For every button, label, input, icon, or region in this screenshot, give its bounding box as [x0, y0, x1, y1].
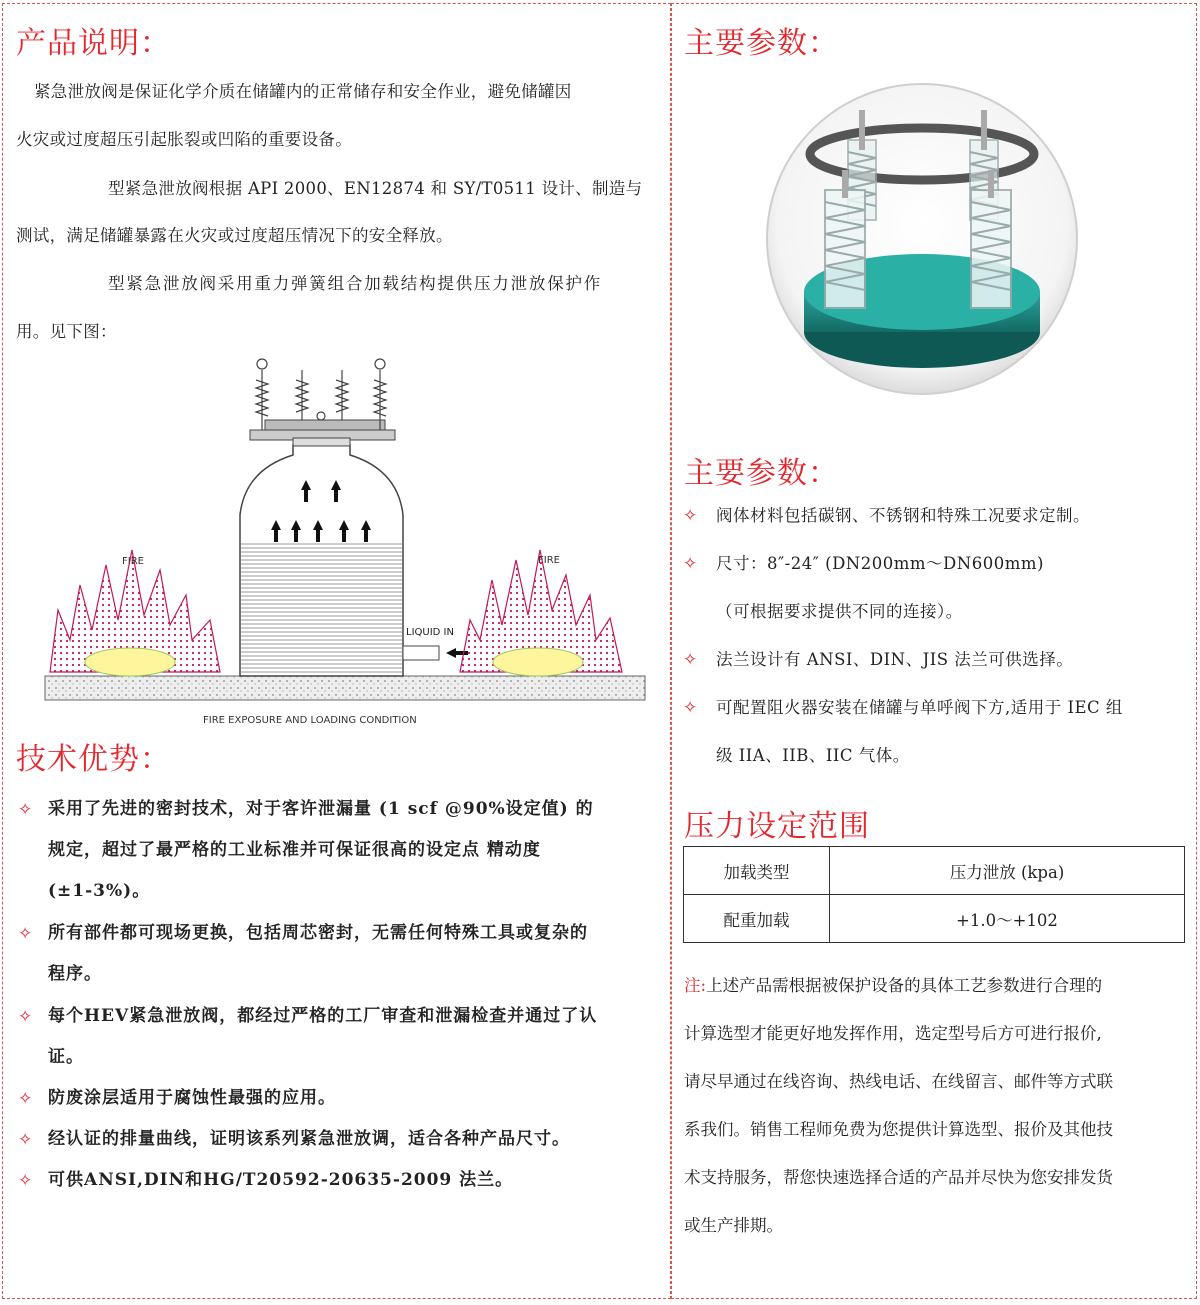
intro-line-1: 紧急泄放阀是保证化学介质在储罐内的正常储存和安全作业，避免储罐因 [34, 82, 572, 101]
fire-left [50, 550, 220, 676]
table-header-row [684, 847, 1185, 895]
table-header-cell: 加载类型 [684, 847, 830, 895]
note-line-3: 请尽早通过在线咨询、热线电话、在线留言、邮件等方式联 [684, 1072, 1113, 1091]
bullet-diamond-icon: ✧ [18, 1130, 33, 1150]
table-cell: +1.0～+102 [830, 895, 1185, 943]
bullet-diamond-icon: ✧ [18, 1171, 33, 1191]
param-4-line-1: 可配置阻火器安装在储罐与单呼阀下方,适用于 IEC 组 [716, 698, 1123, 717]
advantage-2-line-2: 程序。 [48, 964, 102, 984]
param-1-line-1: 阀体材料包括碳钢、不锈钢和特殊工况要求定制。 [716, 506, 1090, 525]
advantage-1-line-2: 规定，超过了最严格的工业标准并可保证很高的设定点 精动度 [48, 840, 541, 860]
intro-line-4: 测试，满足储罐暴露在火灾或过度超压情况下的安全释放。 [16, 226, 453, 245]
table-cell: 配重加载 [684, 895, 830, 943]
fire-right [460, 550, 622, 676]
spring-right-front [971, 190, 1011, 308]
fire-left-label: FIRE [122, 556, 144, 567]
advantage-item-5 [18, 1130, 658, 1160]
param-item-4 [683, 698, 1193, 780]
bullet-diamond-icon: ✧ [683, 506, 698, 526]
ground [45, 676, 645, 700]
valve-springs [256, 359, 386, 430]
param-2-line-2: （可根据要求提供不同的连接）。 [716, 602, 963, 621]
advantage-item-4 [18, 1089, 658, 1119]
fire-right-label: FIRE [538, 555, 560, 566]
bullet-diamond-icon: ✧ [683, 650, 698, 670]
liquid-inlet-pipe [403, 646, 439, 660]
bullet-diamond-icon: ✧ [683, 554, 698, 574]
advantage-item-3 [18, 1007, 658, 1078]
intro-line-3: 型紧急泄放阀根据 API 2000、EN12874 和 SY/T0511 设计、制造与 [108, 179, 643, 198]
note-line-4: 系我们。销售工程师免费为您提供计算选型、报价及其他技 [684, 1120, 1113, 1139]
bullet-diamond-icon: ✧ [18, 1007, 33, 1027]
bullet-diamond-icon: ✧ [18, 924, 33, 944]
param-2-line-1: 尺寸：8″-24″ (DN200mm～DN600mm) [716, 554, 1044, 573]
advantage-1-line-3: (±1-3%)。 [48, 881, 151, 901]
param-4-line-2: 级 IIA、IIB、IIC 气体。 [716, 746, 910, 765]
param-item-1 [683, 506, 1193, 540]
note-label: 注: [684, 976, 707, 995]
spring-left-front [825, 190, 865, 308]
advantage-item-1 [18, 800, 658, 912]
table-header-cell: 压力泄放 (kpa) [830, 847, 1185, 895]
param-item-3 [683, 650, 1193, 684]
advantage-3-line-1: 每个HEV紧急泄放阀，都经过严格的工厂审查和泄漏检查并通过了认 [48, 1006, 598, 1026]
tank-liquid [241, 542, 402, 675]
note-block [684, 962, 1190, 1250]
product-description-heading: 产品说明： [16, 26, 171, 61]
main-params-heading-1: 主要参数： [684, 26, 839, 61]
diagram-caption: FIRE EXPOSURE AND LOADING CONDITION [203, 715, 417, 726]
note-line-6: 或生产排期。 [684, 1216, 783, 1235]
valve-product-photo [765, 82, 1079, 396]
bullet-diamond-icon: ✧ [18, 1089, 33, 1109]
liquid-in-label: LIQUID IN [406, 627, 454, 638]
param-item-2 [683, 554, 1193, 636]
table-row [684, 895, 1185, 943]
intro-line-2: 火灾或过度超压引起胀裂或凹陷的重要设备。 [16, 130, 352, 149]
bullet-diamond-icon: ✧ [683, 698, 698, 718]
bullet-diamond-icon: ✧ [18, 800, 33, 820]
note-line-5: 术支持服务，帮您快速选择合适的产品并尽快为您安排发货 [684, 1168, 1113, 1187]
intro-line-5: 型紧急泄放阀采用重力弹簧组合加载结构提供压力泄放保护作 [108, 274, 603, 293]
note-line-2: 计算选型才能更好地发挥作用，选定型号后方可进行报价, [684, 1024, 1102, 1043]
advantage-1-line-1: 采用了先进的密封技术，对于客许泄漏量 (1 scf @90%设定值) 的 [48, 799, 594, 819]
advantages-heading: 技术优势： [16, 742, 171, 777]
note-line-1: 上述产品需根据被保护设备的具体工艺参数进行合理的 [706, 976, 1103, 995]
pressure-table [683, 846, 1185, 943]
pressure-range-heading: 压力设定范围 [684, 809, 870, 844]
main-params-heading-2: 主要参数： [684, 456, 839, 491]
fire-exposure-diagram [40, 350, 650, 730]
param-3-line-1: 法兰设计有 ANSI、DIN、JIS 法兰可供选择。 [716, 650, 1074, 669]
advantage-6-line-1: 可供ANSI,DIN和HG/T20592-20635-2009 法兰。 [48, 1170, 514, 1190]
advantage-item-2 [18, 924, 658, 995]
advantage-4-line-1: 防废涂层适用于腐蚀性最强的应用。 [48, 1088, 336, 1108]
intro-line-6: 用。见下图： [16, 322, 117, 341]
advantage-5-line-1: 经认证的排量曲线，证明该系列紧急泄放调，适合各种产品尺寸。 [48, 1129, 570, 1149]
advantage-3-line-2: 证。 [48, 1047, 84, 1067]
advantage-item-6 [18, 1171, 658, 1201]
advantage-2-line-1: 所有部件都可现场更换，包括周芯密封，无需任何特殊工具或复杂的 [48, 923, 588, 943]
